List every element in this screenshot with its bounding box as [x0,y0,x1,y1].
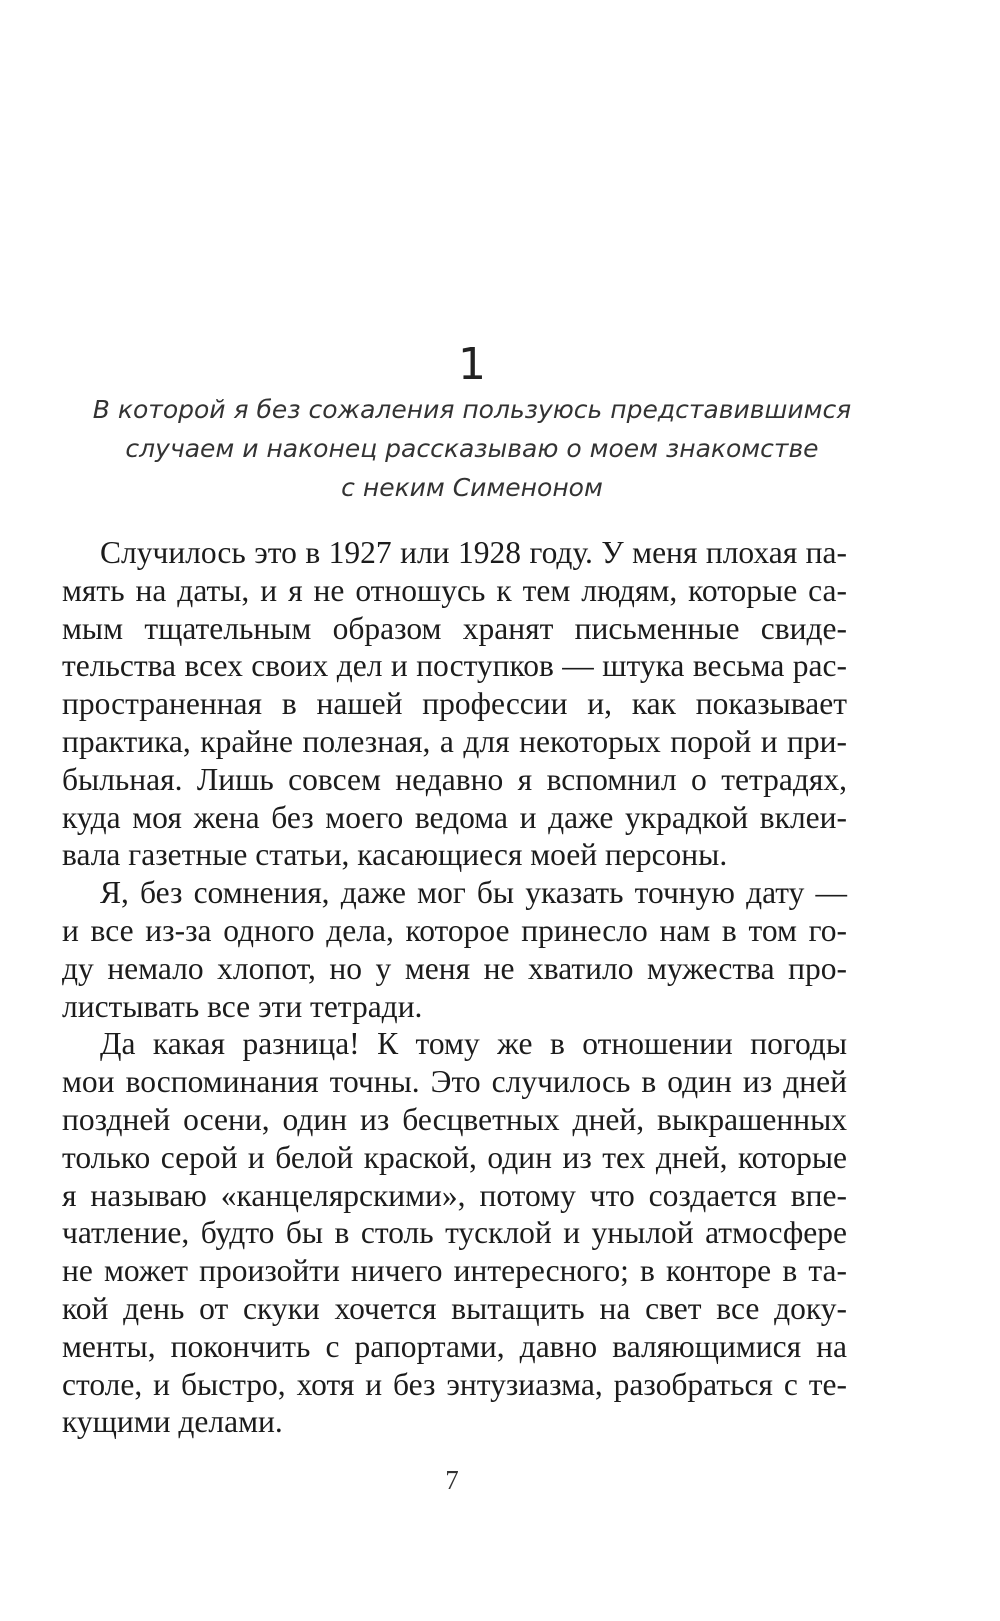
text-line: кой день от скуки хочется вытащить на свет все доку- [62,1290,847,1326]
paragraph-2 [62,874,847,1025]
text-line: мым тщательным образом хранят письменные свиде- [62,610,847,646]
text-line: практика, крайне полезная, а для некоторых порой и при- [62,723,847,759]
text-line: листывать все эти тетради. [62,988,423,1024]
chapter-subtitle-line: с неким Сименоном [341,473,603,502]
chapter-subtitle-line: случаем и наконец рассказываю о моем знакомстве [125,434,819,463]
text-line: поздней осени, один из бесцветных дней, выкрашенных [62,1101,847,1137]
text-line: ду немало хлопот, но у меня не хватило мужества про- [62,950,847,986]
text-line: вала газетные статьи, касающиеся моей персоны. [62,837,728,873]
chapter-number: 1 [458,339,486,390]
text-line: менты, покончить с рапортами, давно валяющимися на [62,1328,847,1364]
text-line: и все из-за одного дела, которое принесло нам в том го- [62,912,847,948]
text-line: чатление, будто бы в столь тусклой и унылой атмосфере [62,1215,847,1251]
text-line: куда моя жена без моего ведома и даже украдкой вклеи- [62,799,847,835]
body-text [62,534,847,1441]
chapter-subtitle-line: В которой я без сожаления пользуюсь представившимся [92,395,852,424]
text-line: я называю «канцелярскими», потому что создается впе- [62,1177,847,1213]
text-line: мои воспоминания точны. Это случилось в один из дней [62,1064,847,1100]
text-line: Да какая разница! К тому же в отношении погоды [100,1026,847,1062]
text-line: мять на даты, и я не отношусь к тем людям, которые са- [62,572,847,608]
text-line: пространенная в нашей профессии и, как показывает [62,686,847,722]
text-line: Случилось это в 1927 или 1928 году. У меня плохая па- [100,535,847,570]
paragraph-3 [62,1025,847,1441]
text-line: быльная. Лишь совсем недавно я вспомнил о тетрадях, [62,761,847,797]
text-line: не может произойти ничего интересного; в конторе в та- [62,1253,847,1289]
text-line: столе, и быстро, хотя и без энтузиазма, разобраться с те- [62,1366,847,1402]
page-number: 7 [445,1465,459,1495]
paragraph-1 [62,534,847,874]
chapter-subtitle [90,390,854,507]
text-line: Я, без сомнения, даже мог бы указать точную дату — [100,875,847,911]
text-line: кущими делами. [62,1404,283,1440]
text-line: тельства всех своих дел и поступков — штука весьма рас- [62,648,847,684]
text-line: только серой и белой краской, один из тех дней, которые [62,1139,847,1175]
